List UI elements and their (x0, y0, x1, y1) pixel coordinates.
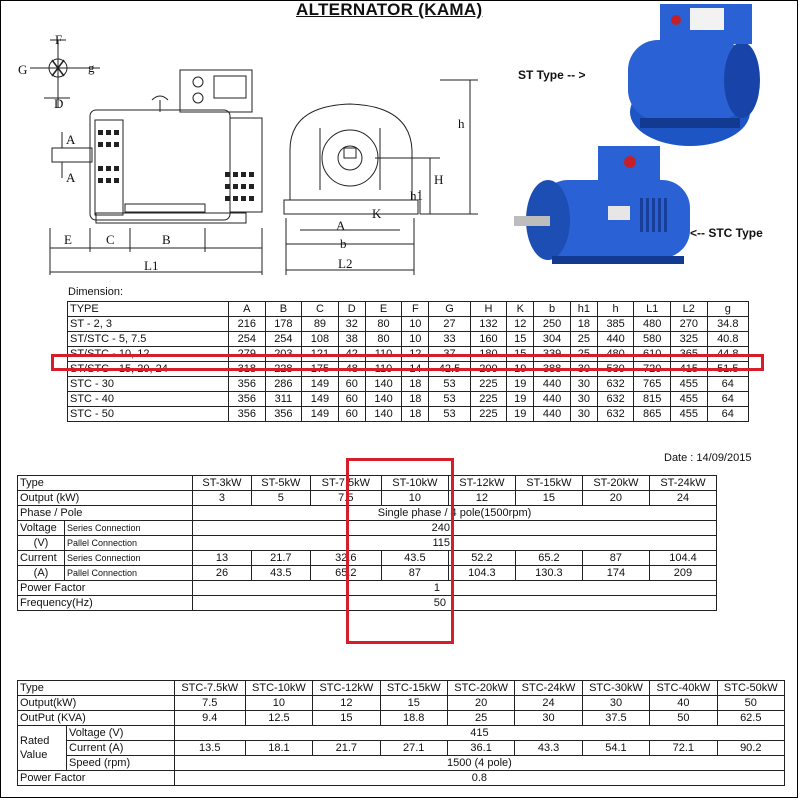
st-current-series-value: 104.4 (649, 551, 716, 566)
dimension-value-cell: 38 (338, 332, 365, 347)
dimension-value-cell: 865 (634, 407, 671, 422)
st-current-label: Current (18, 551, 65, 566)
st-current-series-value: 65.2 (515, 551, 582, 566)
stc-current-label: Current (A) (67, 741, 175, 756)
st-current-unit: (A) (18, 566, 65, 581)
st-output-value: 5 (251, 491, 310, 506)
dimension-value-cell: 149 (302, 377, 339, 392)
dimension-value-cell: 30 (570, 407, 597, 422)
dimension-value-cell: 18 (570, 317, 597, 332)
dimension-value-cell: 53 (429, 377, 470, 392)
dimension-value-cell: 203 (265, 347, 302, 362)
stc-output-kw-value: 24 (515, 696, 582, 711)
dimension-value-cell: 356 (229, 407, 266, 422)
dimension-value-cell: 64 (707, 392, 748, 407)
dimension-row (68, 332, 749, 347)
dimension-value-cell: 225 (470, 407, 507, 422)
st-output-value: 24 (649, 491, 716, 506)
label-b: b (340, 236, 347, 251)
dimension-value-cell: 27 (429, 317, 470, 332)
st-voltage-series-label: Series Connection (65, 521, 193, 536)
st-current-series-value: 87 (582, 551, 649, 566)
dimension-value-cell: 108 (302, 332, 339, 347)
label-L1: L1 (144, 258, 159, 273)
label-H: H (434, 172, 444, 187)
dimension-value-cell: 632 (597, 377, 634, 392)
st-pf-label: Power Factor (18, 581, 193, 596)
dimension-value-cell: 178 (265, 317, 302, 332)
st-output-label: Output (kW) (18, 491, 193, 506)
dimension-value-cell: 12 (507, 317, 534, 332)
st-current-parallel-value: 209 (649, 566, 716, 581)
st-current-parallel-value: 87 (381, 566, 448, 581)
dimension-header: g (707, 302, 748, 317)
dimension-value-cell: 325 (670, 332, 707, 347)
stc-current-value: 21.7 (313, 741, 380, 756)
label-D: D (54, 96, 64, 111)
dimension-value-cell: 610 (634, 347, 671, 362)
dimension-value-cell: 339 (534, 347, 571, 362)
dimension-value-cell: 765 (634, 377, 671, 392)
dimension-value-cell: 385 (597, 317, 634, 332)
document-date: Date : 14/09/2015 (664, 452, 752, 464)
dimension-value-cell: 12 (402, 347, 429, 362)
label-A-bottom: A (66, 170, 76, 185)
st-voltage-parallel-label: Pallel Connection (65, 536, 193, 551)
stc-model: STC-40kW (650, 681, 717, 696)
stc-output-kva-value: 12.5 (245, 711, 312, 726)
st-current-series-label: Series Connection (65, 551, 193, 566)
dimension-value-cell: 455 (670, 407, 707, 422)
st-type-generator-image (628, 4, 760, 146)
stc-output-kw-value: 15 (380, 696, 447, 711)
stc-output-kw-value: 50 (717, 696, 784, 711)
dimension-value-cell: 250 (534, 317, 571, 332)
stc-output-kw-value: 10 (245, 696, 312, 711)
stc-output-kva-value: 50 (650, 711, 717, 726)
st-current-parallel-label: Pallel Connection (65, 566, 193, 581)
dimension-value-cell: 200 (470, 362, 507, 377)
stc-output-kw-value: 20 (447, 696, 514, 711)
st-model: ST-15kW (515, 476, 582, 491)
dimension-value-cell: 480 (597, 347, 634, 362)
st-model: ST-24kW (649, 476, 716, 491)
stc-rated-label: Rated Value (18, 726, 67, 771)
label-G: G (18, 62, 28, 77)
dimension-header: h1 (570, 302, 597, 317)
dimension-header: F (402, 302, 429, 317)
stc-output-kva-value: 62.5 (717, 711, 784, 726)
st-output-value: 10 (381, 491, 448, 506)
stc-speed-label: Speed (rpm) (67, 756, 175, 771)
stc-type-label: Type (18, 681, 175, 696)
dimension-value-cell: 225 (470, 377, 507, 392)
st-current-series-value: 43.5 (381, 551, 448, 566)
st-current-parallel-value: 26 (193, 566, 252, 581)
dimension-value-cell: 19 (507, 362, 534, 377)
stc-voltage-value: 415 (174, 726, 784, 741)
dimension-value-cell: 30 (570, 362, 597, 377)
dimension-value-cell: 580 (634, 332, 671, 347)
label-E: E (64, 232, 72, 247)
dimension-value-cell: 279 (229, 347, 266, 362)
st-freq-value: 50 (193, 596, 717, 611)
dimension-value-cell: 140 (365, 377, 402, 392)
dimension-value-cell: 14 (402, 362, 429, 377)
stc-model: STC-24kW (515, 681, 582, 696)
stc-output-kw-label: Output(kW) (18, 696, 175, 711)
dimension-value-cell: 42 (338, 347, 365, 362)
label-g: g (88, 60, 95, 75)
st-current-parallel-value: 174 (582, 566, 649, 581)
dimension-header: TYPE (68, 302, 229, 317)
dimension-value-cell: 18 (402, 407, 429, 422)
dimension-type-cell: ST/STC - 15, 20, 24 (68, 362, 229, 377)
st-current-series-value: 32.6 (310, 551, 381, 566)
label-K: K (372, 206, 382, 221)
st-phase-label: Phase / Pole (18, 506, 193, 521)
dimension-header: A (229, 302, 266, 317)
dimension-value-cell: 160 (470, 332, 507, 347)
dimension-header: E (365, 302, 402, 317)
dimension-value-cell: 286 (265, 377, 302, 392)
dimension-value-cell: 455 (670, 392, 707, 407)
st-output-value: 7.5 (310, 491, 381, 506)
dimension-value-cell: 356 (229, 392, 266, 407)
dimension-row (68, 407, 749, 422)
dimension-row (68, 377, 749, 392)
stc-output-kw-value: 12 (313, 696, 380, 711)
dimension-value-cell: 44.8 (707, 347, 748, 362)
stc-model: STC-15kW (380, 681, 447, 696)
dimension-value-cell: 110 (365, 347, 402, 362)
dimension-type-cell: ST - 2, 3 (68, 317, 229, 332)
stc-current-value: 13.5 (174, 741, 245, 756)
dimension-value-cell: 37 (429, 347, 470, 362)
dimension-type-cell: STC - 30 (68, 377, 229, 392)
dimension-value-cell: 18 (402, 392, 429, 407)
dimension-header: h (597, 302, 634, 317)
st-output-value: 12 (448, 491, 515, 506)
stc-voltage-label: Voltage (V) (67, 726, 175, 741)
dimension-value-cell: 720 (634, 362, 671, 377)
dimension-value-cell: 19 (507, 377, 534, 392)
dimension-value-cell: 415 (670, 362, 707, 377)
st-output-value: 3 (193, 491, 252, 506)
dimension-value-cell: 51.5 (707, 362, 748, 377)
stc-current-value: 43.3 (515, 741, 582, 756)
stc-output-kva-value: 25 (447, 711, 514, 726)
stc-output-kva-value: 30 (515, 711, 582, 726)
dimension-label: Dimension: (68, 286, 124, 298)
dimension-value-cell: 60 (338, 392, 365, 407)
label-F: F (55, 32, 63, 47)
dimension-value-cell: 53 (429, 392, 470, 407)
label-A: A (336, 218, 346, 233)
st-model: ST-10kW (381, 476, 448, 491)
stc-output-kva-label: OutPut (KVA) (18, 711, 175, 726)
st-voltage-label: Voltage (18, 521, 65, 536)
dimension-value-cell: 33 (429, 332, 470, 347)
dimension-value-cell: 455 (670, 377, 707, 392)
st-type-label: ST Type -- > (518, 68, 586, 82)
dimension-value-cell: 254 (265, 332, 302, 347)
stc-speed-value: 1500 (4 pole) (174, 756, 784, 771)
dimension-value-cell: 25 (570, 347, 597, 362)
dimension-header: L2 (670, 302, 707, 317)
stc-current-value: 90.2 (717, 741, 784, 756)
dimension-row (68, 392, 749, 407)
stc-model: STC-10kW (245, 681, 312, 696)
st-voltage-series-value: 240 (193, 521, 717, 536)
stc-current-value: 18.1 (245, 741, 312, 756)
dimension-value-cell: 19 (507, 392, 534, 407)
dimension-value-cell: 15 (507, 332, 534, 347)
stc-output-kw-value: 7.5 (174, 696, 245, 711)
dimension-value-cell: 356 (229, 377, 266, 392)
stc-spec-table (17, 680, 785, 786)
dimension-value-cell: 440 (534, 407, 571, 422)
stc-model: STC-30kW (582, 681, 649, 696)
dimension-value-cell: 815 (634, 392, 671, 407)
dimension-value-cell: 34.8 (707, 317, 748, 332)
stc-type-label: <-- STC Type (690, 226, 763, 240)
label-h: h (458, 116, 465, 131)
dimension-value-cell: 89 (302, 317, 339, 332)
dimension-value-cell: 64 (707, 407, 748, 422)
stc-output-kva-value: 9.4 (174, 711, 245, 726)
dimension-value-cell: 318 (229, 362, 266, 377)
dimension-header: H (470, 302, 507, 317)
st-pf-value: 1 (193, 581, 717, 596)
stc-current-value: 27.1 (380, 741, 447, 756)
dimension-value-cell: 10 (402, 317, 429, 332)
highlight-row-box (51, 354, 764, 371)
dimension-value-cell: 140 (365, 407, 402, 422)
dimension-value-cell: 356 (265, 407, 302, 422)
dimension-value-cell: 632 (597, 407, 634, 422)
st-current-parallel-value: 104.3 (448, 566, 515, 581)
dimension-value-cell: 80 (365, 332, 402, 347)
dimension-value-cell: 110 (365, 362, 402, 377)
dimension-value-cell: 48 (338, 362, 365, 377)
dimension-value-cell: 149 (302, 407, 339, 422)
dimension-value-cell: 632 (597, 392, 634, 407)
st-current-series-value: 21.7 (251, 551, 310, 566)
dimension-row (68, 317, 749, 332)
dimension-value-cell: 40.8 (707, 332, 748, 347)
st-model: ST-5kW (251, 476, 310, 491)
dimension-value-cell: 228 (265, 362, 302, 377)
st-model: ST-12kW (448, 476, 515, 491)
st-current-series-value: 13 (193, 551, 252, 566)
dimension-value-cell: 175 (302, 362, 339, 377)
dimension-value-cell: 15 (507, 347, 534, 362)
st-freq-label: Frequency(Hz) (18, 596, 193, 611)
label-h1: h1 (410, 188, 423, 203)
dimension-type-cell: STC - 40 (68, 392, 229, 407)
dimension-header: G (429, 302, 470, 317)
dimension-value-cell: 388 (534, 362, 571, 377)
stc-model: STC-20kW (447, 681, 514, 696)
dimension-value-cell: 216 (229, 317, 266, 332)
dimension-header: B (265, 302, 302, 317)
dimension-value-cell: 140 (365, 392, 402, 407)
st-model: ST-20kW (582, 476, 649, 491)
highlight-column-box (346, 458, 454, 644)
stc-model: STC-7.5kW (174, 681, 245, 696)
dimension-value-cell: 30 (570, 377, 597, 392)
dimension-value-cell: 10 (402, 332, 429, 347)
dimension-value-cell: 254 (229, 332, 266, 347)
st-output-value: 20 (582, 491, 649, 506)
dimension-type-cell: ST/STC - 10, 12 (68, 347, 229, 362)
st-current-parallel-value: 130.3 (515, 566, 582, 581)
st-current-parallel-value: 65.2 (310, 566, 381, 581)
stc-output-kw-value: 30 (582, 696, 649, 711)
st-current-series-value: 52.2 (448, 551, 515, 566)
st-phase-value: Single phase / 4 pole(1500rpm) (193, 506, 717, 521)
dimension-value-cell: 270 (670, 317, 707, 332)
dimension-value-cell: 42.5 (429, 362, 470, 377)
dimension-value-cell: 132 (470, 317, 507, 332)
st-model: ST-3kW (193, 476, 252, 491)
dimension-value-cell: 304 (534, 332, 571, 347)
dimension-header: L1 (634, 302, 671, 317)
stc-model: STC-12kW (313, 681, 380, 696)
label-B: B (162, 232, 171, 247)
dimension-type-cell: STC - 50 (68, 407, 229, 422)
dimension-value-cell: 19 (507, 407, 534, 422)
stc-current-value: 54.1 (582, 741, 649, 756)
stc-model: STC-50kW (717, 681, 784, 696)
dimension-header: D (338, 302, 365, 317)
st-current-parallel-value: 43.5 (251, 566, 310, 581)
stc-output-kva-value: 15 (313, 711, 380, 726)
stc-current-value: 72.1 (650, 741, 717, 756)
dimension-value-cell: 149 (302, 392, 339, 407)
dimension-header: b (534, 302, 571, 317)
dimension-value-cell: 440 (534, 392, 571, 407)
dimension-value-cell: 60 (338, 377, 365, 392)
dimension-value-cell: 25 (570, 332, 597, 347)
label-A-top: A (66, 132, 76, 147)
st-output-value: 15 (515, 491, 582, 506)
dimension-value-cell: 440 (597, 332, 634, 347)
stc-pf-label: Power Factor (18, 771, 175, 786)
technical-drawing (0, 0, 800, 290)
stc-output-kva-value: 37.5 (582, 711, 649, 726)
stc-output-kva-value: 18.8 (380, 711, 447, 726)
dimension-value-cell: 53 (429, 407, 470, 422)
dimension-header: K (507, 302, 534, 317)
dimension-value-cell: 311 (265, 392, 302, 407)
stc-output-kw-value: 40 (650, 696, 717, 711)
st-type-label: Type (18, 476, 193, 491)
dimension-value-cell: 121 (302, 347, 339, 362)
dimension-value-cell: 225 (470, 392, 507, 407)
dimension-header: C (302, 302, 339, 317)
label-C: C (106, 232, 115, 247)
dimension-value-cell: 365 (670, 347, 707, 362)
dimension-value-cell: 64 (707, 377, 748, 392)
stc-pf-value: 0.8 (174, 771, 784, 786)
dimension-value-cell: 18 (402, 377, 429, 392)
st-voltage-unit: (V) (18, 536, 65, 551)
st-voltage-parallel-value: 115 (193, 536, 717, 551)
st-model: ST-7.5kW (310, 476, 381, 491)
dimension-value-cell: 80 (365, 317, 402, 332)
dimension-value-cell: 440 (534, 377, 571, 392)
stc-current-value: 36.1 (447, 741, 514, 756)
dimension-value-cell: 530 (597, 362, 634, 377)
label-L2: L2 (338, 256, 353, 271)
dimension-value-cell: 30 (570, 392, 597, 407)
dimension-value-cell: 180 (470, 347, 507, 362)
dimension-value-cell: 60 (338, 407, 365, 422)
dimension-value-cell: 480 (634, 317, 671, 332)
dimension-type-cell: ST/STC - 5, 7.5 (68, 332, 229, 347)
document-title: ALTERNATOR (KAMA) (296, 0, 483, 19)
dimension-value-cell: 32 (338, 317, 365, 332)
stc-type-generator-image (514, 146, 690, 264)
